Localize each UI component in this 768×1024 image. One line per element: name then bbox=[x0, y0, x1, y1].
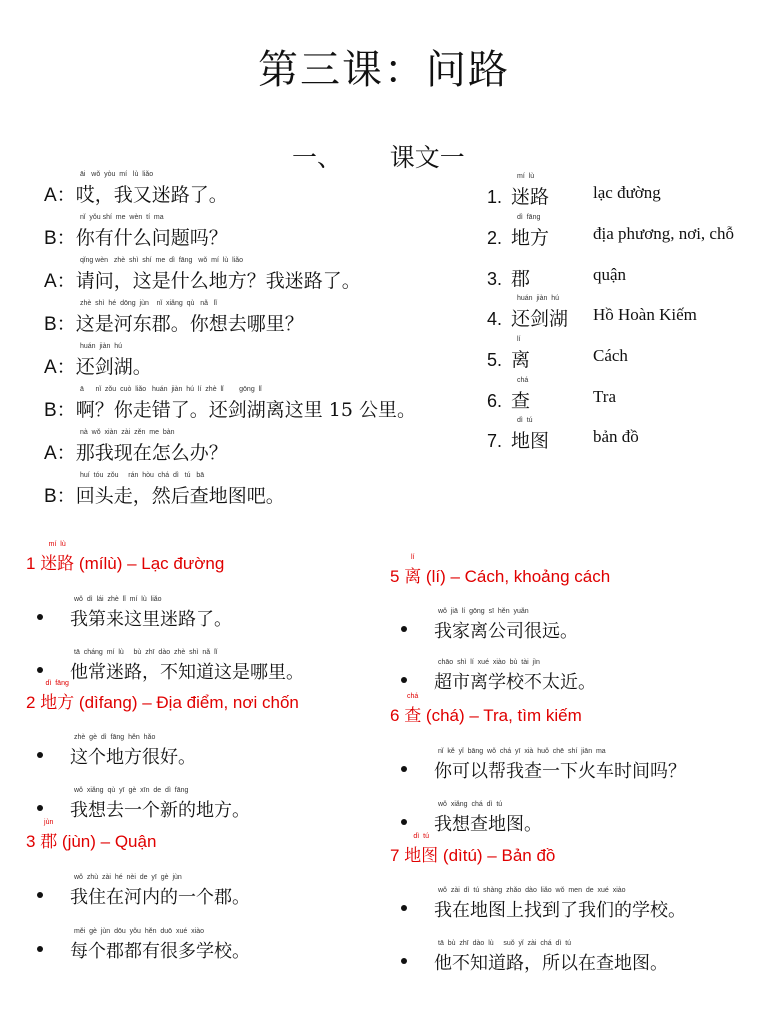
dialogue-text: 还剑湖。 bbox=[75, 356, 152, 378]
vocab-number: 1. bbox=[487, 187, 503, 207]
vocab-line bbox=[487, 264, 768, 290]
speaker-label: B： bbox=[44, 486, 76, 507]
dialogue-row bbox=[44, 395, 416, 422]
vocab-item bbox=[487, 213, 768, 249]
word-heading bbox=[390, 553, 610, 587]
vocab-word: 地图 bbox=[511, 430, 550, 452]
word-number: 2 bbox=[26, 693, 41, 712]
section-label: 课文一 bbox=[389, 143, 465, 172]
vocab-number: 6. bbox=[487, 391, 503, 411]
word-ruby bbox=[404, 832, 438, 866]
vocab-word: 地方 bbox=[511, 227, 550, 249]
dialogue-line bbox=[44, 385, 416, 422]
word-pinyin: lí bbox=[410, 554, 415, 561]
example-pinyin: měi gè jùn dōu yǒu hěn duō xué xiào bbox=[74, 928, 204, 935]
word-ruby bbox=[404, 692, 421, 726]
bullet-icon bbox=[37, 946, 43, 952]
dialogue-row bbox=[44, 223, 228, 250]
vocab-pinyin: mí lù bbox=[517, 173, 535, 180]
dialogue-pinyin: qǐng wèn zhè shì shí me dì fāng wǒ mí lù liǎo bbox=[80, 257, 244, 264]
example-sentence bbox=[434, 800, 542, 836]
vocab-item bbox=[487, 172, 768, 208]
word-number: 7 bbox=[390, 846, 405, 865]
example-sentence bbox=[434, 747, 686, 783]
bullet-icon bbox=[401, 958, 407, 964]
dialogue-pinyin: āi wǒ yòu mí lù liǎo bbox=[80, 171, 154, 178]
example-text: 超市离学校不太近。 bbox=[434, 672, 596, 693]
vocab-number: 3. bbox=[487, 269, 503, 289]
dialogue-pinyin: nǐ yǒu shí me wèn tí ma bbox=[80, 214, 164, 221]
example-pinyin: wǒ xiǎng qù yī gè xīn de dì fāng bbox=[74, 787, 189, 794]
dialogue-text: 回头走，然后查地图吧。 bbox=[75, 485, 285, 507]
vocab-pinyin: chá bbox=[517, 377, 529, 384]
vocab-number: 2. bbox=[487, 228, 503, 248]
vocab-item bbox=[487, 294, 768, 330]
word-gloss: (dìfang) – Địa điểm, nơi chốn bbox=[74, 693, 299, 712]
example-sentence bbox=[70, 927, 250, 963]
word-pinyin: dì fāng bbox=[45, 680, 69, 687]
vocab-meaning: bản đồ bbox=[593, 427, 639, 446]
vocab-meaning: Cách bbox=[593, 346, 628, 365]
vocab-item bbox=[487, 416, 768, 452]
example-sentence bbox=[70, 733, 196, 769]
bullet-icon bbox=[401, 677, 407, 683]
bullet-icon bbox=[37, 614, 43, 620]
example-pinyin: tā cháng mí lù bù zhī dào zhè shì nǎ lǐ bbox=[74, 649, 218, 656]
page-title: 第三课：问路 bbox=[258, 47, 510, 93]
example-pinyin: wǒ xiǎng chá dì tú bbox=[438, 801, 503, 808]
speaker-label: A： bbox=[44, 271, 76, 292]
dialogue-line bbox=[44, 342, 152, 379]
word-chinese: 地方 bbox=[40, 693, 75, 713]
dialogue-line bbox=[44, 256, 361, 293]
example-sentence bbox=[70, 786, 250, 822]
example-pinyin: nǐ kě yǐ bāng wǒ chá yī xià huǒ chē shí jiān ma bbox=[438, 748, 606, 755]
example-pinyin: zhè gè dì fāng hěn hǎo bbox=[74, 734, 156, 741]
word-gloss: (chá) – Tra, tìm kiếm bbox=[421, 706, 582, 725]
bullet-icon bbox=[37, 752, 43, 758]
word-heading bbox=[26, 818, 156, 852]
word-pinyin: jùn bbox=[44, 819, 54, 826]
speaker-label: A： bbox=[44, 185, 76, 206]
speaker-label: B： bbox=[44, 228, 76, 249]
word-chinese: 离 bbox=[404, 567, 422, 587]
dialogue-line bbox=[44, 213, 228, 250]
vocab-meaning: địa phương, nơi, chỗ bbox=[593, 224, 734, 243]
dialogue-pinyin: huán jiàn hú bbox=[80, 343, 123, 350]
example-text: 每个郡都有很多学校。 bbox=[70, 941, 250, 962]
example-text: 你可以帮我查一下火车时间吗？ bbox=[434, 761, 686, 782]
example-text: 他不知道路，所以在查地图。 bbox=[434, 953, 668, 974]
vocab-word: 查 bbox=[511, 390, 531, 412]
speaker-label: A： bbox=[44, 443, 76, 464]
speaker-label: A： bbox=[44, 357, 76, 378]
dialogue-row bbox=[44, 481, 285, 508]
bullet-icon bbox=[401, 766, 407, 772]
example-sentence bbox=[70, 595, 232, 631]
example-pinyin: wǒ zài dì tú shàng zhǎo dào liǎo wǒ men de xué xiào bbox=[438, 887, 626, 894]
vocab-pinyin: dì fāng bbox=[517, 214, 541, 221]
word-number: 5 bbox=[390, 567, 405, 586]
vocab-number: 7. bbox=[487, 431, 503, 451]
dialogue-line bbox=[44, 170, 228, 207]
example-pinyin: wǒ dì lái zhè lǐ mí lù liǎo bbox=[74, 596, 162, 603]
word-heading bbox=[26, 679, 299, 713]
vocab-pinyin: huán jiàn hú bbox=[517, 295, 560, 302]
speaker-label: B： bbox=[44, 314, 76, 335]
dialogue-line bbox=[44, 428, 228, 465]
example-sentence bbox=[434, 939, 668, 975]
dialogue-text: 你有什么问题吗？ bbox=[75, 227, 228, 249]
example-pinyin: wǒ zhù zài hé nèi de yī gè jùn bbox=[74, 874, 182, 881]
vocab-meaning: quận bbox=[593, 265, 627, 284]
dialogue-text: 啊？你走错了。还剑湖离这里 15 公里。 bbox=[75, 399, 416, 421]
example-sentence bbox=[434, 886, 686, 922]
vocab-item bbox=[487, 254, 768, 290]
word-ruby bbox=[40, 818, 57, 852]
vocab-number: 5. bbox=[487, 350, 503, 370]
vocab-meaning: lạc đường bbox=[593, 183, 661, 202]
word-ruby bbox=[404, 553, 421, 587]
example-text: 这个地方很好。 bbox=[70, 747, 196, 768]
word-chinese: 迷路 bbox=[40, 554, 75, 574]
bullet-icon bbox=[401, 626, 407, 632]
dialogue-pinyin: ā nǐ zǒu cuò liǎo huán jiàn hú lí zhè lǐ gōng lǐ bbox=[80, 386, 262, 393]
word-chinese: 郡 bbox=[40, 832, 58, 852]
vocab-word: 迷路 bbox=[511, 186, 550, 208]
bullet-icon bbox=[401, 819, 407, 825]
dialogue-pinyin: nà wǒ xiàn zài zěn me bàn bbox=[80, 429, 175, 436]
word-pinyin: mí lù bbox=[48, 541, 66, 548]
vocab-pinyin bbox=[487, 254, 768, 264]
example-sentence bbox=[434, 607, 578, 643]
vocab-line bbox=[487, 386, 768, 412]
dialogue-line bbox=[44, 299, 304, 336]
example-text: 我想查地图。 bbox=[434, 814, 542, 835]
example-pinyin: wǒ jiā lí gōng sī hěn yuǎn bbox=[438, 608, 529, 615]
word-chinese: 查 bbox=[404, 706, 422, 726]
dialogue-text: 这是河东郡。你想去哪里？ bbox=[75, 313, 304, 335]
word-gloss: (jùn) – Quận bbox=[57, 832, 157, 851]
example-sentence bbox=[70, 873, 250, 909]
dialogue-text: 哎，我又迷路了。 bbox=[75, 184, 228, 206]
dialogue-row bbox=[44, 266, 361, 293]
dialogue-pinyin: huí tóu zǒu rán hòu chá dì tú bā bbox=[80, 472, 205, 479]
vocab-word: 还剑湖 bbox=[511, 308, 569, 330]
section-number: 一、 bbox=[292, 143, 343, 172]
vocab-number: 4. bbox=[487, 309, 503, 329]
word-number: 3 bbox=[26, 832, 41, 851]
bullet-icon bbox=[37, 667, 43, 673]
example-sentence bbox=[434, 658, 596, 694]
bullet-icon bbox=[37, 805, 43, 811]
word-gloss: (mílù) – Lạc đường bbox=[74, 554, 225, 573]
example-text: 他常迷路，不知道这是哪里。 bbox=[70, 662, 304, 683]
vocab-word: 郡 bbox=[511, 268, 531, 290]
vocab-item bbox=[487, 335, 768, 371]
example-text: 我住在河内的一个郡。 bbox=[70, 887, 250, 908]
vocab-meaning: Tra bbox=[593, 387, 616, 406]
bullet-icon bbox=[37, 892, 43, 898]
word-ruby bbox=[40, 679, 74, 713]
vocab-pinyin: dì tú bbox=[517, 417, 533, 424]
word-heading bbox=[390, 692, 582, 726]
example-pinyin: chāo shì lí xué xiào bù tài jìn bbox=[438, 659, 540, 666]
vocab-pinyin: lí bbox=[517, 336, 521, 343]
dialogue-line bbox=[44, 471, 285, 508]
word-pinyin: chá bbox=[407, 693, 419, 700]
word-number: 1 bbox=[26, 554, 41, 573]
section-heading bbox=[292, 138, 465, 174]
word-chinese: 地图 bbox=[404, 846, 439, 866]
word-heading bbox=[390, 832, 555, 866]
dialogue-row bbox=[44, 180, 228, 207]
example-text: 我家离公司很远。 bbox=[434, 621, 578, 642]
example-text: 我想去一个新的地方。 bbox=[70, 800, 250, 821]
dialogue-text: 那我现在怎么办？ bbox=[75, 442, 228, 464]
dialogue-text: 请问，这是什么地方？我迷路了。 bbox=[75, 270, 361, 292]
vocab-word: 离 bbox=[511, 349, 531, 371]
dialogue-row bbox=[44, 352, 152, 379]
dialogue-pinyin: zhè shì hé dōng jùn nǐ xiǎng qù nǎ lǐ bbox=[80, 300, 217, 307]
word-gloss: (dìtú) – Bản đồ bbox=[438, 846, 556, 865]
word-pinyin: dì tú bbox=[413, 833, 429, 840]
word-gloss: (lí) – Cách, khoảng cách bbox=[421, 567, 611, 586]
vocab-meaning: Hồ Hoàn Kiếm bbox=[593, 305, 697, 324]
example-text: 我第来这里迷路了。 bbox=[70, 609, 232, 630]
word-ruby bbox=[40, 540, 74, 574]
vocab-item bbox=[487, 376, 768, 412]
word-number: 6 bbox=[390, 706, 405, 725]
word-heading bbox=[26, 540, 224, 574]
dialogue-row bbox=[44, 438, 228, 465]
speaker-label: B： bbox=[44, 400, 76, 421]
bullet-icon bbox=[401, 905, 407, 911]
example-pinyin: tā bù zhī dào lù suǒ yǐ zài chá dì tú bbox=[438, 940, 572, 947]
example-text: 我在地图上找到了我们的学校。 bbox=[434, 900, 686, 921]
dialogue-row bbox=[44, 309, 304, 336]
